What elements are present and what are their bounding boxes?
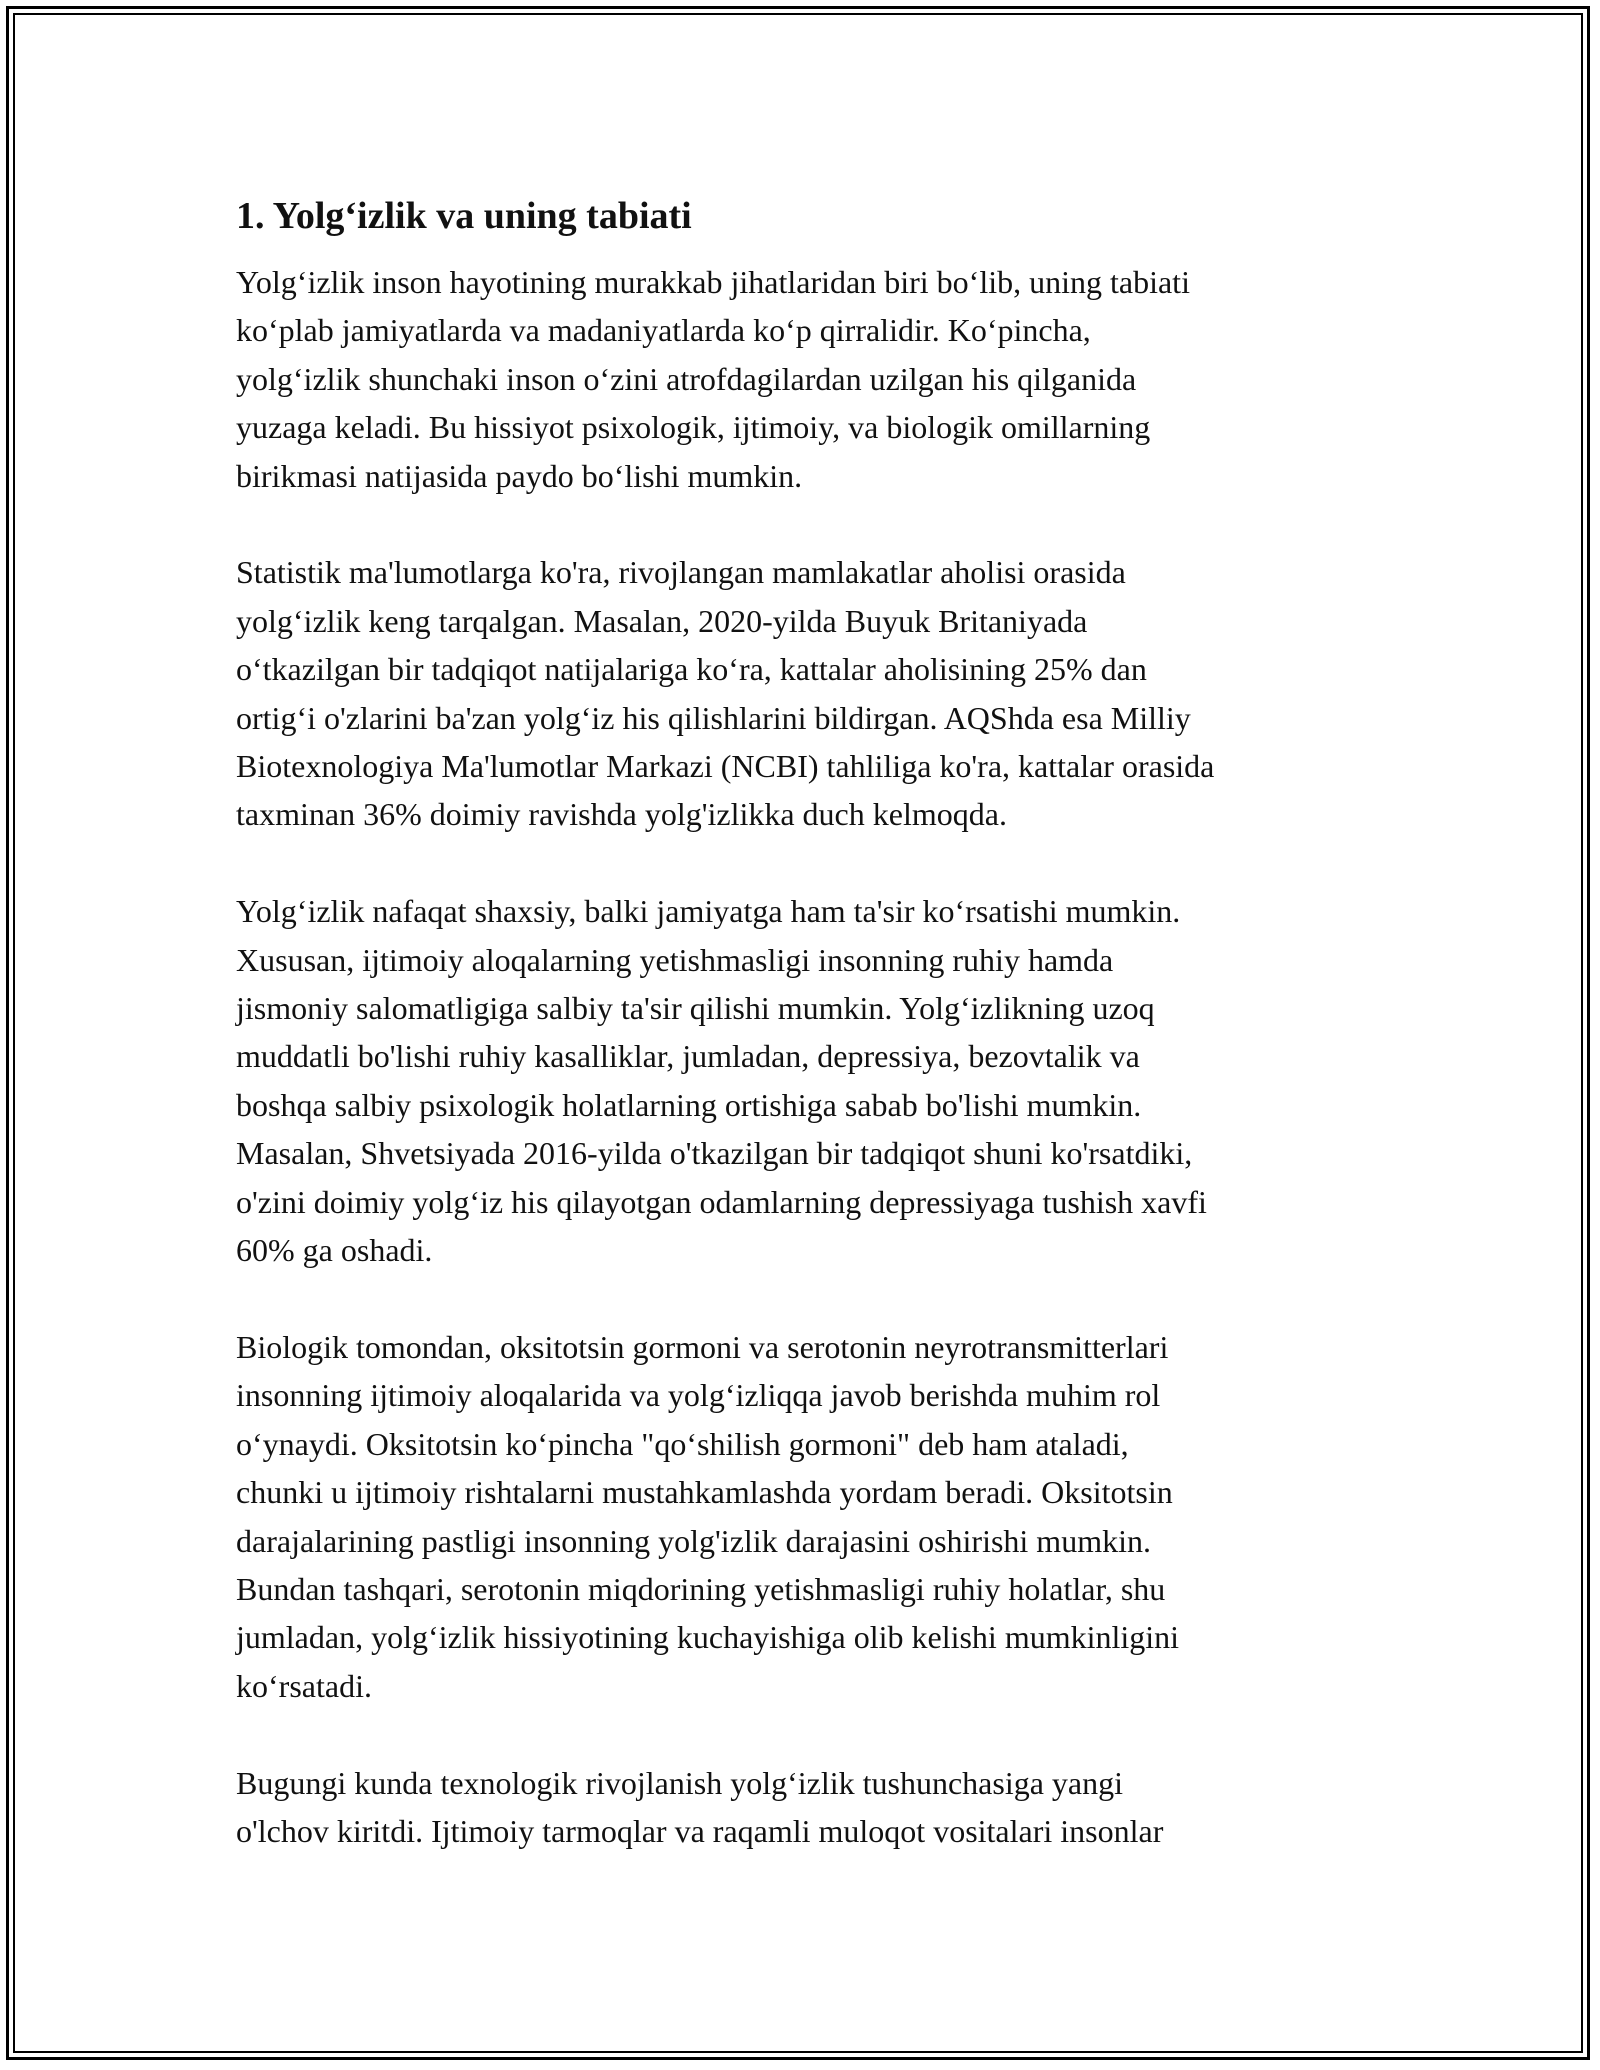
text-line: Biologik tomondan, oksitotsin gormoni va serotonin neyrotransmitterlari (236, 1328, 1169, 1365)
text-line: ortig‘i o'zlarini ba'zan yolg‘iz his qilishlarini bildirgan. AQShda esa Milliy (236, 699, 1191, 736)
text-line: jismoniy salomatligiga salbiy ta'sir qilishi mumkin. Yolg‘izlikning uzoq (236, 990, 1155, 1027)
text-line: yolg‘izlik keng tarqalgan. Masalan, 2020-yilda Buyuk Britaniyada (236, 602, 1088, 639)
text-line: o‘tkazilgan bir tadqiqot natijalariga ko‘ra, kattalar aholisining 25% dan (236, 651, 1147, 688)
text-line: Yolg‘izlik inson hayotining murakkab jihatlaridan biri bo‘lib, uning tabiati (236, 264, 1190, 300)
section-heading: 1. Yolg‘izlik va uning tabiati (236, 195, 692, 237)
text-line: darajalarining pastligi insonning yolg'izlik darajasini oshirishi mumkin. (236, 1522, 1151, 1559)
paragraph-3 (236, 887, 1376, 1274)
text-line: muddatli bo'lishi ruhiy kasalliklar, jumladan, depressiya, bezovtalik va (236, 1038, 1140, 1075)
text-line: o'zini doimiy yolg‘iz his qilayotgan odamlarning depressiyaga tushish xavfi (236, 1183, 1207, 1220)
text-line: boshqa salbiy psixologik holatlarning ortishiga sabab bo'lishi mumkin. (236, 1086, 1142, 1123)
text-line: jumladan, yolg‘izlik hissiyotining kuchayishiga olib kelishi mumkinligini (236, 1619, 1180, 1656)
text-line: ko‘plab jamiyatlarda va madaniyatlarda ko‘p qirralidir. Ko‘pincha, (236, 312, 1091, 349)
text-line: o'lchov kiritdi. Ijtimoiy tarmoqlar va raqamli muloqot vositalari insonlar (236, 1812, 1164, 1849)
paragraph-1 (236, 258, 1376, 500)
text-line: Yolg‘izlik nafaqat shaxsiy, balki jamiyatga ham ta'sir ko‘rsatishi mumkin. (236, 893, 1181, 930)
paragraph-4 (236, 1323, 1376, 1710)
text-line: ko‘rsatadi. (236, 1667, 372, 1704)
text-line: 60% ga oshadi. (236, 1232, 433, 1269)
text-line: Biotexnologiya Ma'lumotlar Markazi (NCBI) tahliliga ko'ra, kattalar orasida (236, 748, 1215, 785)
text-line: birikmasi natijasida paydo bo‘lishi mumkin. (236, 457, 803, 494)
text-line: Bugungi kunda texnologik rivojlanish yolg‘izlik tushunchasiga yangi (236, 1764, 1123, 1801)
text-line: insonning ijtimoiy aloqalarida va yolg‘izliqqa javob berishda muhim rol (236, 1377, 1161, 1414)
text-line: yolg‘izlik shunchaki inson o‘zini atrofdagilardan uzilgan his qilganida (236, 360, 1137, 397)
text-line: yuzaga keladi. Bu hissiyot psixologik, ijtimoiy, va biologik omillarning (236, 409, 1151, 446)
text-line: Masalan, Shvetsiyada 2016-yilda o'tkazilgan bir tadqiqot shuni ko'rsatdiki, (236, 1135, 1193, 1172)
text-line: Xususan, ijtimoiy aloqalarning yetishmasligi insonning ruhiy hamda (236, 941, 1114, 978)
text-line: Bundan tashqari, serotonin miqdorining yetishmasligi ruhiy holatlar, shu (236, 1570, 1166, 1607)
paragraph-2 (236, 548, 1376, 838)
text-line: Statistik ma'lumotlarga ko'ra, rivojlangan mamlakatlar aholisi orasida (236, 554, 1126, 591)
document-body (236, 186, 1376, 1904)
text-line: chunki u ijtimoiy rishtalarni mustahkamlashda yordam beradi. Oksitotsin (236, 1474, 1173, 1511)
text-line: o‘ynaydi. Oksitotsin ko‘pincha "qo‘shilish gormoni" deb ham ataladi, (236, 1425, 1129, 1462)
paragraph-5 (236, 1759, 1376, 1856)
text-line: taxminan 36% doimiy ravishda yolg'izlikka duch kelmoqda. (236, 796, 1007, 833)
